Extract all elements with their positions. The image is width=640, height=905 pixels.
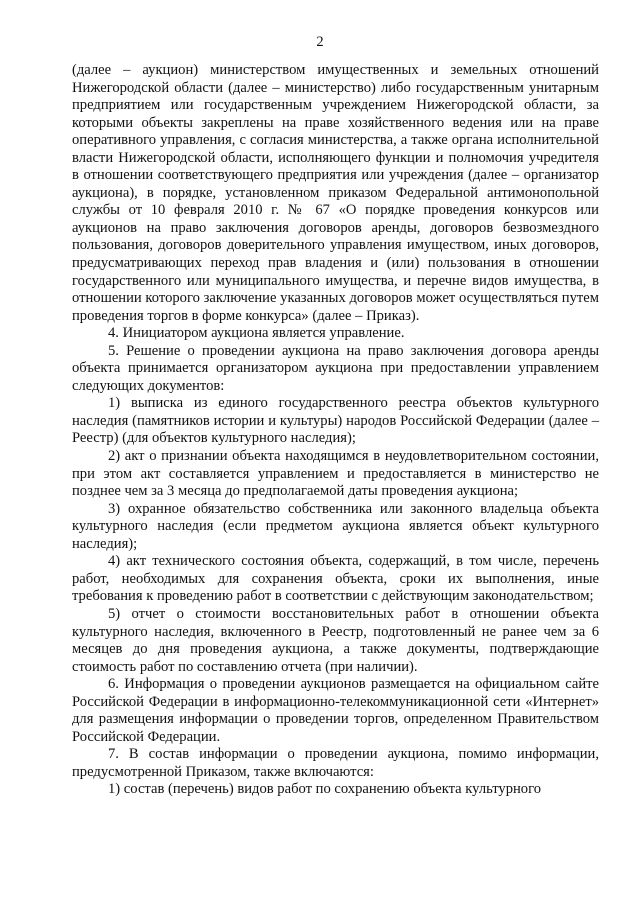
subitem-5-3: 3) охранное обязательство собственника или законного владельца объекта культурного наследия (если предметом аукциона является объект культурного наследия); xyxy=(72,500,599,552)
paragraph-item-6: 6. Информация о проведении аукционов размещается на официальном сайте Российской Федерации в информационно-телекоммуникационной сети «Интернет» для размещения информации о проведении торгов, определенном Правительством Российской Федерации. xyxy=(72,676,599,745)
subitem-5-5: 5) отчет о стоимости восстановительных работ в отношении объекта культурного наследия, включенного в Реестр, подготовленный не ранее чем за 6 месяцев до дня проведения аукциона, а также документы, подтверждающие стоимость работ по составлению отчета (при наличии). xyxy=(72,605,599,675)
subitem-5-4: 4) акт технического состояния объекта, содержащий, в том числе, перечень работ, необходимых для сохранения объекта, сроки их выполнения, иные требования к проведению работ в соответствии с действующим законодательством; xyxy=(72,553,599,605)
subitem-5-1: 1) выписка из единого государственного реестра объектов культурного наследия (памятников истории и культуры) народов Российской Федерации (далее – Реестр) (для объектов культурного наследия); xyxy=(72,395,599,447)
paragraph-item-5: 5. Решение о проведении аукциона на право заключения договора аренды объекта принимается организатором аукциона при предоставлении управлением следующих документов: xyxy=(72,342,599,394)
document-body xyxy=(72,62,599,799)
page-number: 2 xyxy=(316,34,324,50)
subitem-5-2: 2) акт о признании объекта находящимся в неудовлетворительном состоянии, при этом акт составляется управлением и предоставляется в министерство не позднее чем за 3 месяца до предполагаемой даты проведения аукциона; xyxy=(72,448,599,500)
subitem-7-1: 1) состав (перечень) видов работ по сохранению объекта культурного xyxy=(108,781,542,798)
paragraph-item-7: 7. В состав информации о проведении аукциона, помимо информации, предусмотренной Приказом, также включаются: xyxy=(72,746,599,780)
paragraph-continuation: (далее – аукцион) министерством имущественных и земельных отношений Нижегородской области (далее – министерство) либо государственным унитарным предприятием или государственным учреждением Нижегородской области, за которыми объекты закреплены на праве хозяйственного ведения или на праве оперативного управления, с согласия министерства, а также органа исполнительной власти Нижегородской области, исполняющего функции и полномочия учредителя в отношении соответствующего предприятия или учреждения (далее – организатор аукциона), в порядке, установленном приказом Федеральной антимонопольной службы от 10 февраля 2010 г. № 67 «О порядке проведения конкурсов или аукционов на право заключения договоров аренды, договоров безвозмездного пользования, договоров доверительного управления имуществом, иных договоров, предусматривающих переход прав владения и (или) пользования в отношении государственного или муниципального имущества, и перечне видов имущества, в отношении которого заключение указанных договоров может осуществляться путем проведения торгов в форме конкурса» (далее – Приказ). xyxy=(72,62,599,324)
paragraph-item-4: 4. Инициатором аукциона является управление. xyxy=(108,325,405,342)
